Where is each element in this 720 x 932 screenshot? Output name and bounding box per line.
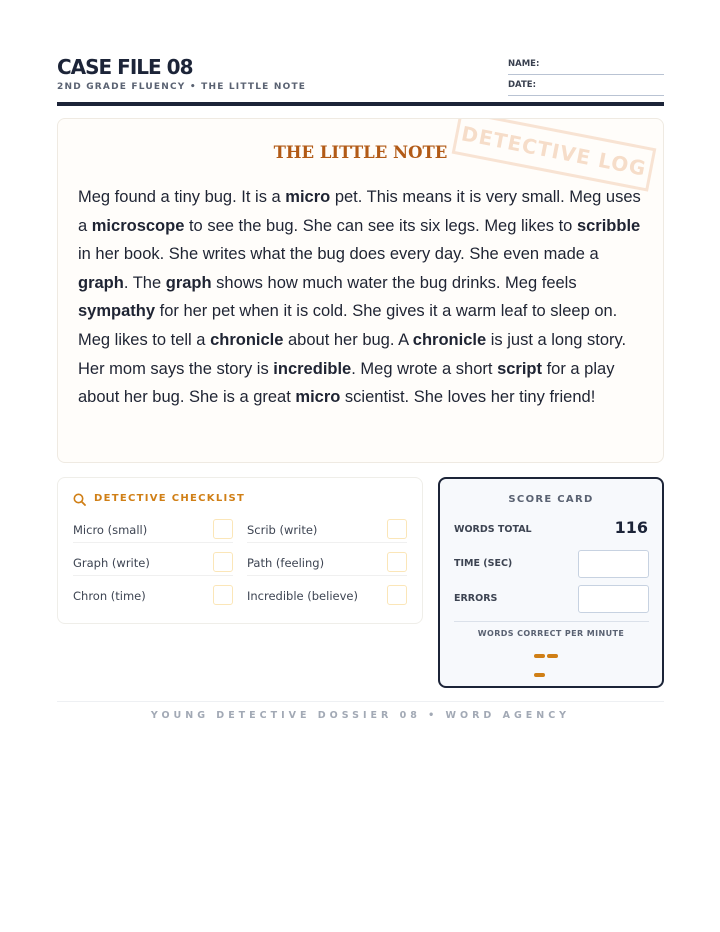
vocab-word: incredible [273,359,352,378]
errors-label: ERRORS [454,593,498,604]
header-divider [57,102,664,106]
detective-checklist [57,477,423,624]
story-segment: is just a long story. Her mom says the story is [78,330,627,378]
score-card-title: SCORE CARD [508,494,594,505]
name-label: NAME: [508,59,540,69]
story-segment: . The [123,273,166,292]
words-total-label: WORDS TOTAL [454,524,532,535]
checklist-item-label: Scrib (write) [247,523,318,537]
story-segment: in her book. She writes what the bug does every day. She even made a [78,245,599,264]
magnifier-icon [73,493,86,506]
checklist-item-label: Graph (write) [73,556,150,570]
words-total-value: 116 [614,518,648,537]
story-segment: Meg found a tiny bug. It is a [78,188,286,206]
case-title: CASE FILE 08 [57,55,193,79]
case-subtitle: 2ND GRADE FLUENCY • THE LITTLE NOTE [57,82,307,92]
score-divider [454,621,649,622]
checklist-item-label: Incredible (believe) [247,589,358,603]
checklist-checkbox[interactable] [213,519,233,539]
vocab-word: sympathy [78,302,156,321]
page-header [57,55,664,107]
checklist-item-label: Chron (time) [73,589,146,603]
date-label: DATE: [508,80,536,90]
checklist-heading-label: DETECTIVE CHECKLIST [94,493,246,504]
checklist-item [247,516,407,549]
story-segment: scientist. She loves her tiny friend! [340,388,596,407]
checklist-item [247,582,407,615]
time-input[interactable] [578,550,649,578]
story-segment: about her bug. A [283,330,413,349]
story-segment: pet. This means it is very small. Meg uses a [78,188,641,235]
name-field[interactable] [508,56,664,75]
checklist-checkbox[interactable] [387,519,407,539]
score-card [438,477,664,688]
detective-log-stamp: DETECTIVE LOG [452,118,657,192]
story-segment: to see the bug. She can see its six legs. Meg likes to [184,216,577,235]
wcpm-label: WORDS CORRECT PER MINUTE [477,629,625,638]
vocab-word: microscope [91,216,185,235]
vocab-word: graph [78,273,124,292]
checklist-item [73,582,233,615]
vocab-word: script [497,359,542,378]
story-segment: for her pet when it is cold. She gives it a warm leaf to sleep on. Meg likes to tell a [78,302,618,349]
date-field[interactable] [508,77,664,96]
story-title: THE LITTLE NOTE [273,143,448,162]
vocab-word: micro [285,188,331,206]
story-panel [57,118,664,463]
wcpm-blank[interactable] [534,654,572,660]
checklist-item [247,549,407,582]
checklist-checkbox[interactable] [387,552,407,572]
vocab-word: scribble [576,216,641,235]
checklist-checkbox[interactable] [387,585,407,605]
story-segment: shows how much water the bug drinks. Meg feels [211,273,577,292]
footer-divider [57,701,664,702]
row-divider [73,575,233,576]
checklist-item [73,516,233,549]
vocab-word: chronicle [210,330,284,349]
checklist-item-label: Path (feeling) [247,556,325,570]
checklist-checkbox[interactable] [213,585,233,605]
story-segment: . Meg wrote a short [351,359,498,378]
row-divider [247,575,407,576]
checklist-item-label: Micro (small) [73,523,148,537]
story-text [78,183,648,412]
vocab-word: micro [295,388,341,407]
footer-text: YOUNG DETECTIVE DOSSIER 08 • WORD AGENCY [150,710,571,721]
time-label: TIME (SEC) [454,558,513,569]
row-divider [73,542,233,543]
checklist-checkbox[interactable] [213,552,233,572]
story-segment: for a play about her bug. She is a great [78,359,615,407]
row-divider [247,542,407,543]
checklist-item [73,549,233,582]
errors-input[interactable] [578,585,649,613]
vocab-word: graph [165,273,212,292]
vocab-word: chronicle [412,330,487,349]
